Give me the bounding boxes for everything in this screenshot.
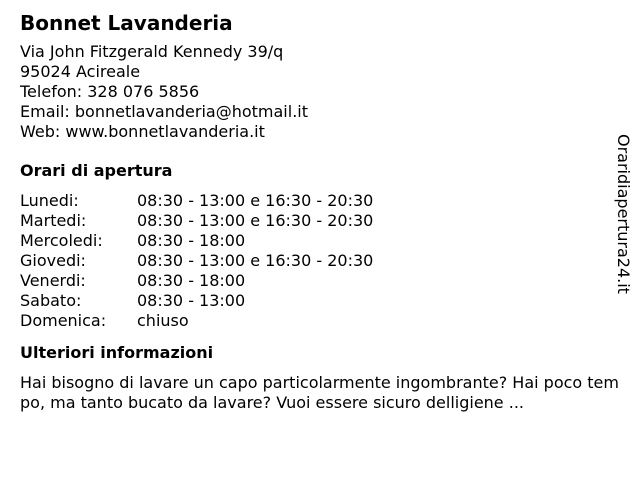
- time-value: 08:30 - 13:00 e 16:30 - 20:30: [137, 191, 374, 210]
- time-value: 08:30 - 13:00: [137, 291, 246, 310]
- hours-row-venerdi: [20, 271, 620, 291]
- hours-row-domenica: [20, 311, 620, 331]
- business-name: Bonnet Lavanderia: [20, 11, 233, 35]
- time-value: chiuso: [137, 311, 189, 330]
- hours-row-giovedi: [20, 251, 620, 271]
- hours-row-lunedi: [20, 191, 620, 211]
- hours-row-sabato: [20, 291, 620, 311]
- opening-hours-heading: Orari di apertura: [20, 161, 173, 180]
- day-label: Martedi:: [20, 211, 87, 230]
- email-address: Email: bonnetlavanderia@hotmail.it: [20, 102, 308, 121]
- site-watermark: Oraridiapertura24.it: [614, 134, 633, 294]
- time-value: 08:30 - 13:00 e 16:30 - 20:30: [137, 251, 374, 270]
- day-label: Domenica:: [20, 311, 107, 330]
- day-label: Giovedi:: [20, 251, 86, 270]
- more-info-heading: Ulteriori informazioni: [20, 343, 214, 362]
- day-label: Sabato:: [20, 291, 82, 310]
- time-value: 08:30 - 13:00 e 16:30 - 20:30: [137, 211, 374, 230]
- hours-row-mercoledi: [20, 231, 620, 251]
- more-info-text: Hai bisogno di lavare un capo particolarmente ingombrante? Hai poco tempo, ma tanto bucato da lavare? Vuoi essere sicuro delligiene ...: [20, 373, 619, 412]
- address-city: 95024 Acireale: [20, 62, 141, 81]
- website-address: Web: www.bonnetlavanderia.it: [20, 122, 265, 141]
- day-label: Venerdi:: [20, 271, 86, 290]
- address-street: Via John Fitzgerald Kennedy 39/q: [20, 42, 284, 61]
- opening-hours-table: [20, 191, 620, 331]
- time-value: 08:30 - 18:00: [137, 271, 246, 290]
- day-label: Mercoledi:: [20, 231, 103, 250]
- business-card: [20, 10, 620, 413]
- hours-row-martedi: [20, 211, 620, 231]
- day-label: Lunedi:: [20, 191, 79, 210]
- time-value: 08:30 - 18:00: [137, 231, 246, 250]
- phone-number: Telefon: 328 076 5856: [20, 82, 200, 101]
